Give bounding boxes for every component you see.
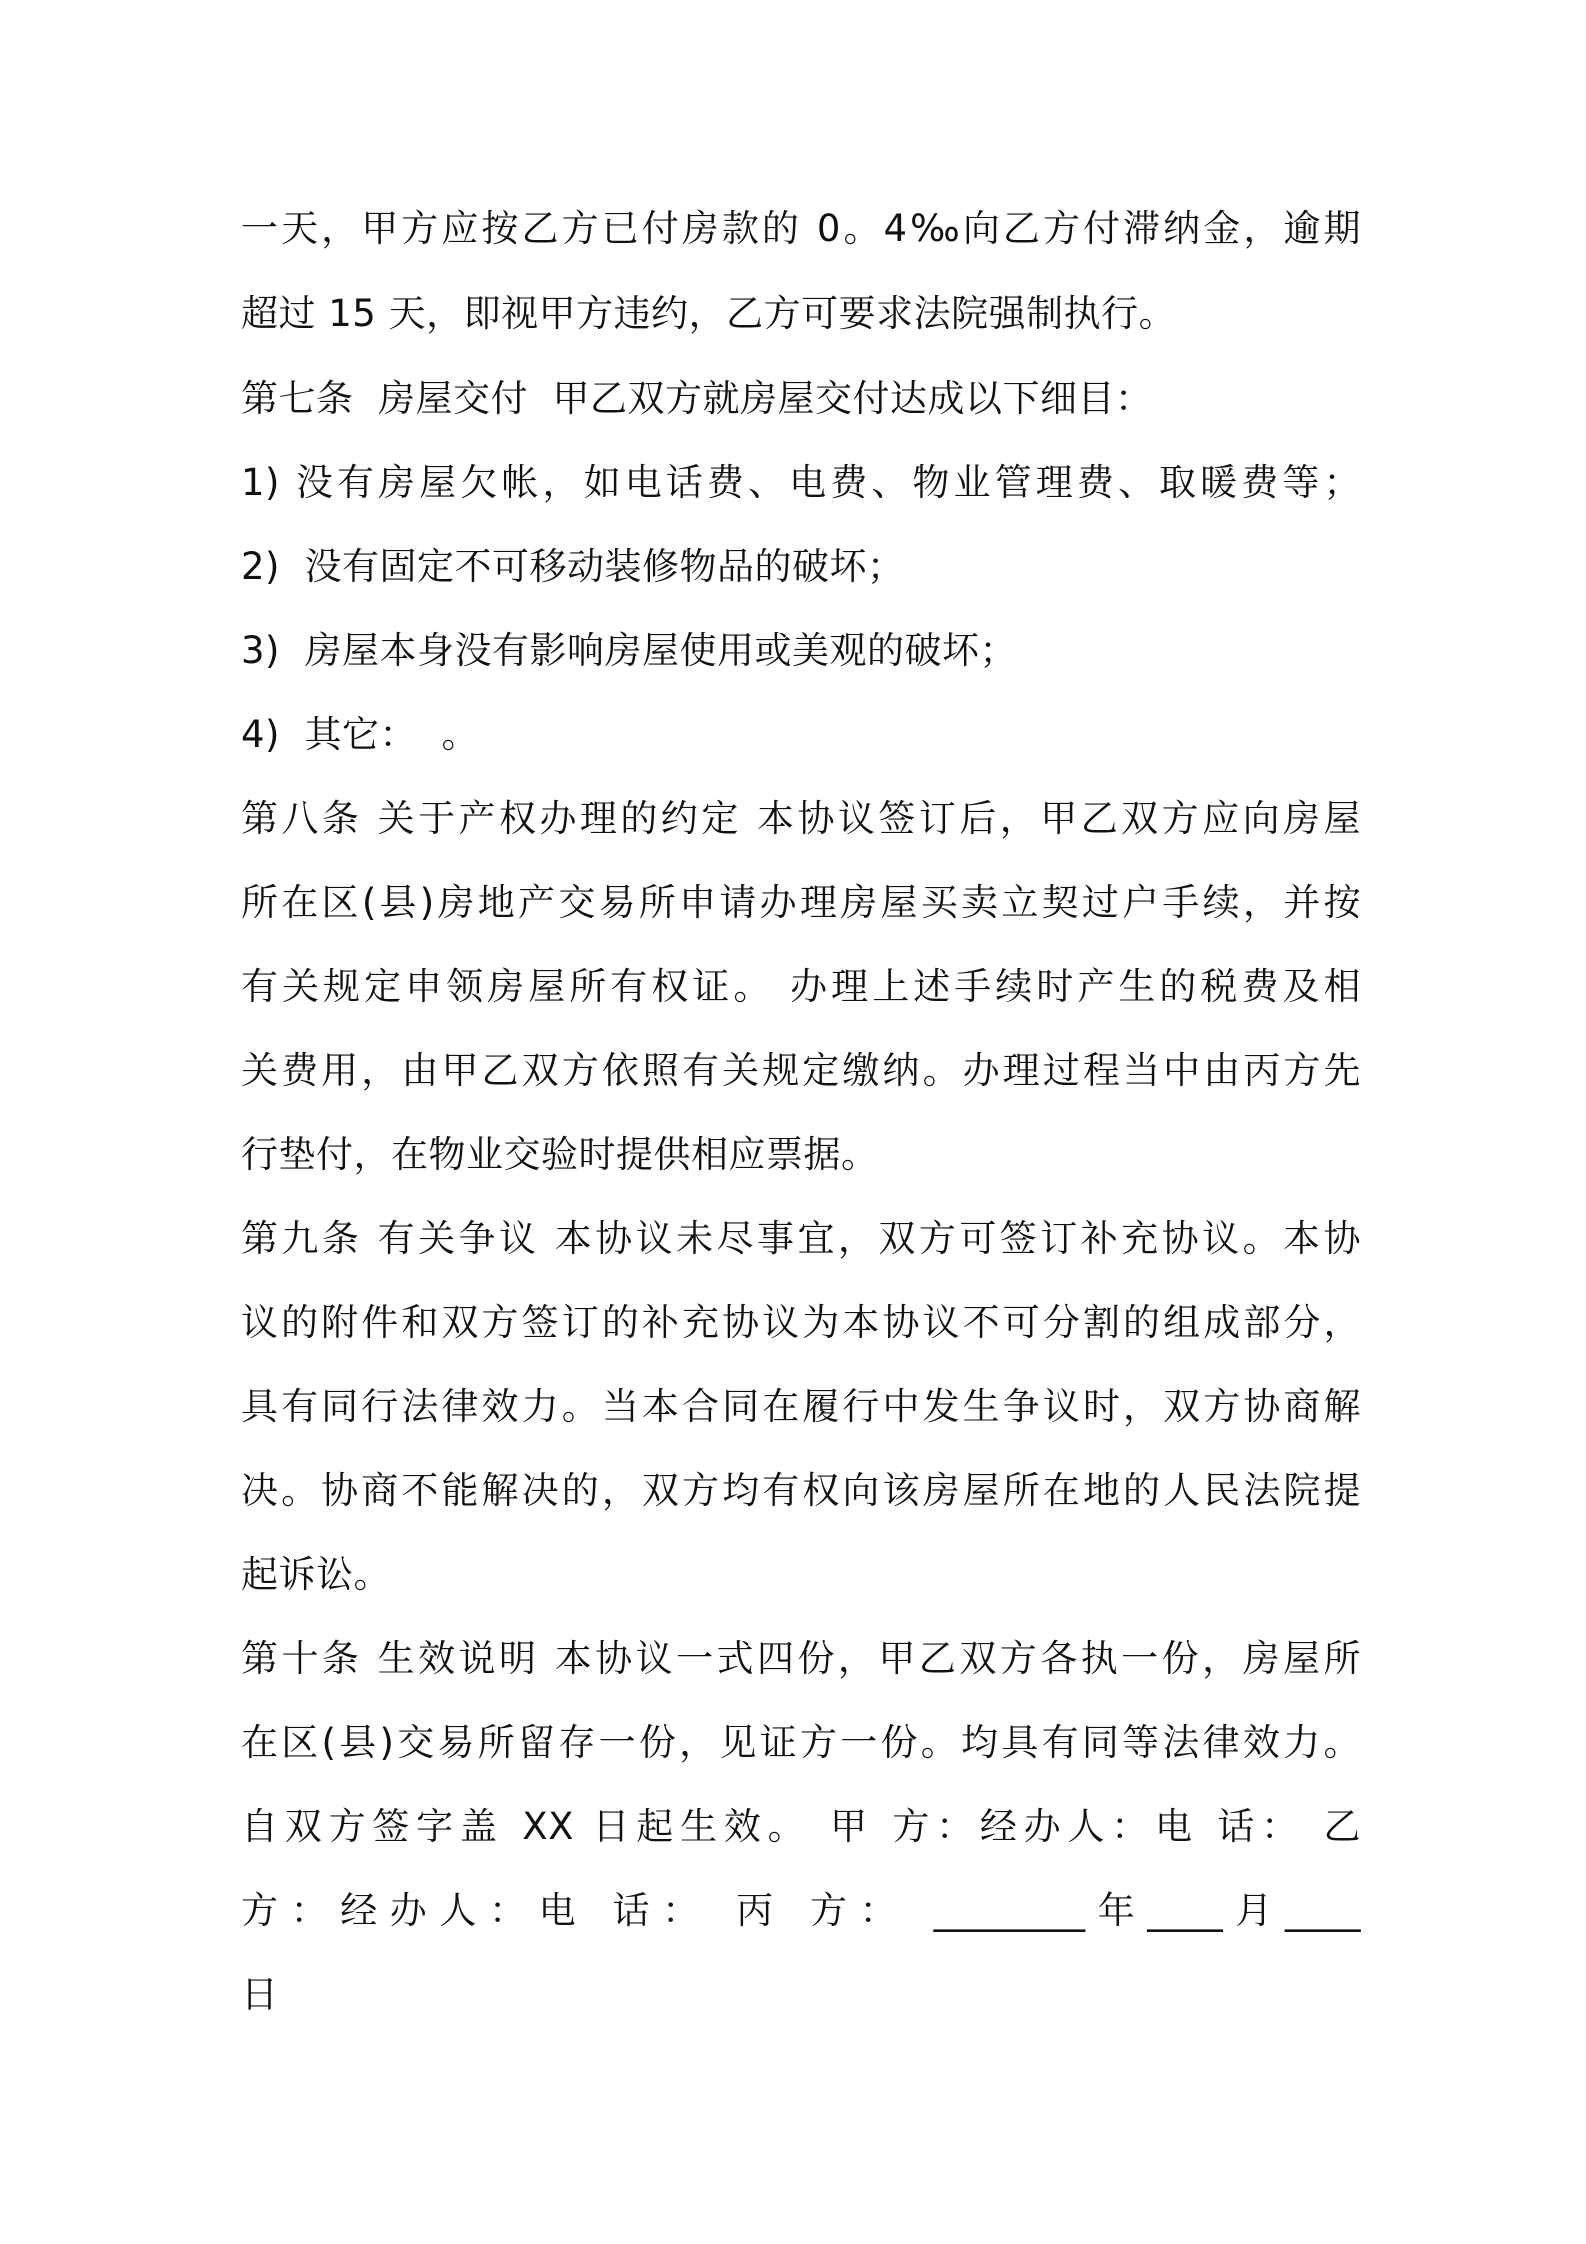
text-line: 第十条 生效说明 本协议一式四份，甲乙双方各执一份，房屋所	[241, 1637, 1361, 1680]
text-line: 起诉讼。	[241, 1553, 391, 1596]
text-line: 所在区(县)房地产交易所申请办理房屋买卖立契过户手续，并按	[241, 881, 1361, 924]
text-line: 方：经办人：电 话： 丙 方： ________年____月____	[241, 1889, 1361, 1932]
text-line: 关费用，由甲乙双方依照有关规定缴纳。办理过程当中由丙方先	[241, 1049, 1361, 1092]
text-line: 一天，甲方应按乙方已付房款的 0。4‰向乙方付滞纳金，逾期	[241, 207, 1361, 250]
text-line: 4) 其它： 。	[241, 713, 480, 756]
text-line: 自双方签字盖 XX 日起生效。 甲 方：经办人：电 话： 乙	[241, 1805, 1361, 1848]
text-line: 在区(县)交易所留存一份，见证方一份。均具有同等法律效力。	[241, 1721, 1361, 1764]
text-line: 具有同行法律效力。当本合同在履行中发生争议时，双方协商解	[241, 1385, 1361, 1428]
text-line: 1) 没有房屋欠帐，如电话费、电费、物业管理费、取暖费等；	[241, 461, 1361, 504]
text-line: 决。协商不能解决的，双方均有权向该房屋所在地的人民法院提	[241, 1469, 1361, 1512]
text-line: 第七条 房屋交付 甲乙双方就房屋交付达成以下细目：	[241, 377, 1153, 420]
text-line: 3) 房屋本身没有影响房屋使用或美观的破坏；	[241, 629, 1017, 672]
text-line: 日	[241, 1973, 279, 2016]
text-line: 议的附件和双方签订的补充协议为本协议不可分割的组成部分，	[241, 1301, 1361, 1344]
text-line: 2) 没有固定不可移动装修物品的破坏；	[241, 545, 905, 588]
text-line: 第九条 有关争议 本协议未尽事宜，双方可签订补充协议。本协	[241, 1217, 1361, 1260]
text-line: 超过 15 天，即视甲方违约，乙方可要求法院强制执行。	[241, 292, 1177, 335]
text-line: 行垫付，在物业交验时提供相应票据。	[241, 1133, 879, 1176]
text-line: 第八条 关于产权办理的约定 本协议签订后，甲乙双方应向房屋	[241, 797, 1361, 840]
text-line: 有关规定申领房屋所有权证。 办理上述手续时产生的税费及相	[241, 965, 1361, 1008]
